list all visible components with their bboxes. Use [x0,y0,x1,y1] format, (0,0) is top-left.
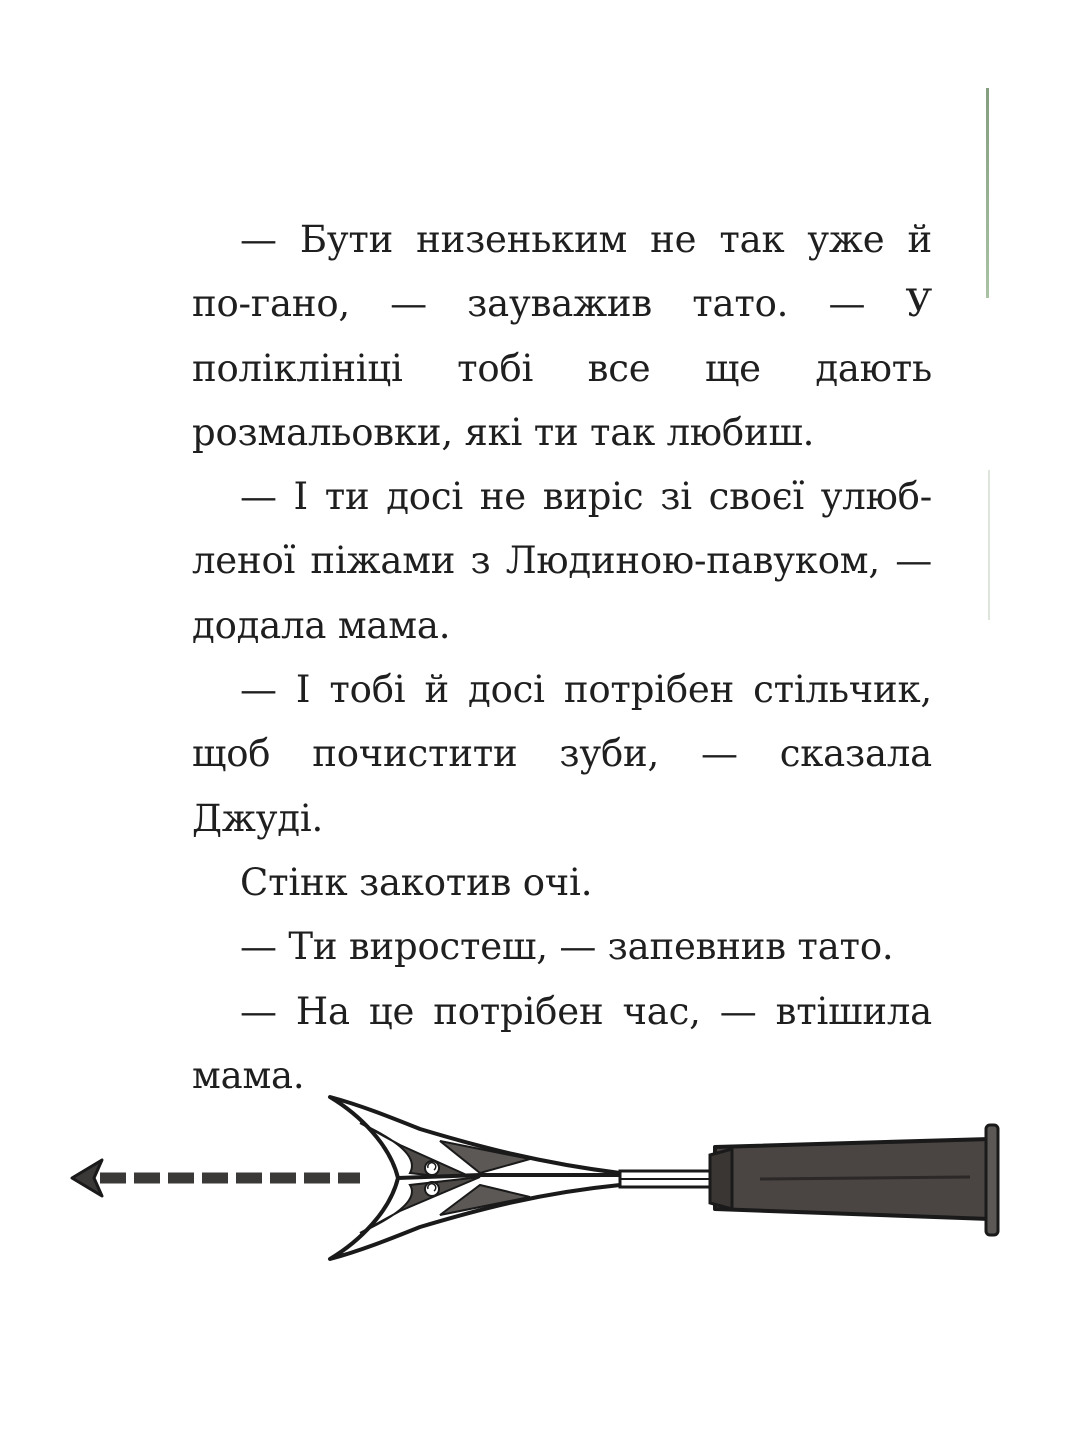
paragraph: — На це потрібен час, — втішила мама. [192,989,932,1097]
paragraph: Стінк закотив очі. [240,860,593,904]
story-text [192,208,932,1108]
paragraph: — І ти досі не виріс зі своєї улюб-леної піжами з Людиною-павуком, — додала мама. [192,475,932,647]
dashed-arrow-icon [72,1160,360,1196]
device-handle [710,1125,998,1235]
paragraph: — І тобі й досі потрібен стільчик, щоб почистити зуби, — сказала Джуді. [192,668,932,840]
measuring-device-arrow-icon [60,1085,1060,1295]
paragraph: — Ти виростеш, — запевнив тато. [240,925,894,969]
paragraph: — Бути низеньким не так уже й по-гано, — зауважив тато. — У поліклініці тобі все ще дають розмальовки, які ти так любиш. [192,218,932,454]
page-gutter-mark-faint [988,470,990,620]
page-gutter-mark [986,88,989,298]
